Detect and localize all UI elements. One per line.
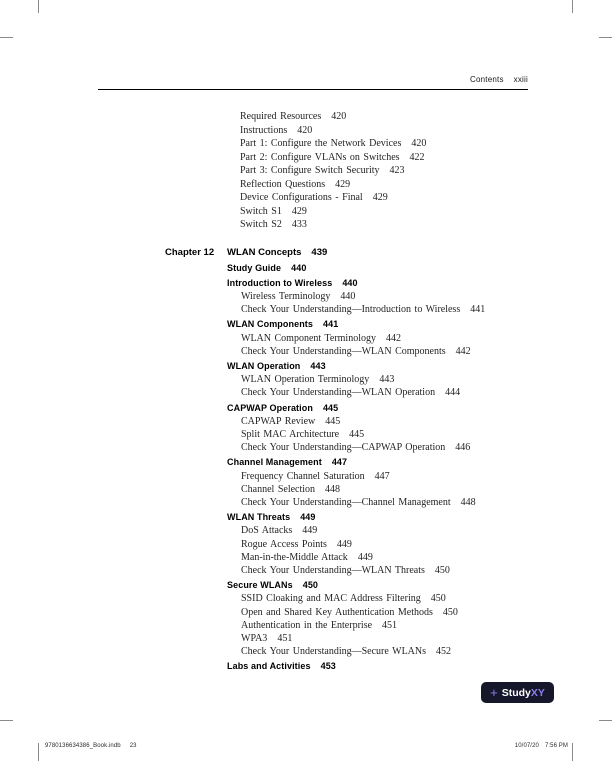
toc-entry-page: 451 (277, 632, 293, 644)
toc-entry (227, 632, 540, 645)
toc-entry-page: 451 (382, 619, 398, 631)
toc-entry (227, 428, 540, 441)
running-head-title: Contents (470, 75, 504, 84)
toc-entry-label: Switch S2 (240, 219, 282, 230)
toc-entry (227, 511, 540, 524)
chapter-entries (227, 262, 540, 674)
toc-entry (227, 415, 540, 428)
toc-entry-page: 449 (300, 512, 316, 523)
toc-entry-label: WLAN Components (227, 319, 313, 330)
toc-entry-label: Secure WLANs (227, 580, 293, 591)
toc-entry (240, 137, 540, 151)
toc-entry-page: 422 (409, 151, 425, 163)
toc-entry-label: Rogue Access Points (241, 538, 327, 550)
toc-entry-label: Part 2: Configure VLANs on Switches (240, 151, 400, 163)
toc-entry-page: 449 (357, 551, 373, 563)
plus-icon: + (490, 684, 498, 700)
toc-entry (227, 373, 540, 386)
toc-entry-page: 447 (374, 470, 390, 482)
toc-entry-page: 443 (310, 360, 326, 371)
toc-entry-page: 444 (445, 387, 461, 399)
toc-entry-page: 429 (335, 178, 351, 190)
toc-entry-label: Check Your Understanding—Secure WLANs (241, 646, 427, 658)
toc-entry (240, 164, 540, 178)
toc-entry-page: 420 (297, 124, 313, 136)
chapter-row (165, 245, 540, 260)
toc-entry-label: Part 3: Configure Switch Security (240, 165, 380, 176)
toc-entry-label: Channel Management (227, 457, 322, 468)
footer-time: 7:56 PM (544, 743, 568, 749)
toc-entry-label: Study Guide (227, 262, 282, 273)
toc-entry-label: Check Your Understanding—Introduction to Wireless (241, 304, 461, 316)
toc-entry (227, 645, 540, 658)
toc-entry (227, 402, 540, 415)
toc-entry-page: 449 (302, 525, 318, 537)
toc-entry (227, 386, 540, 399)
toc-entry-label: Introduction to Wireless (227, 277, 333, 288)
toc-entry-label: Check Your Understanding—Channel Management (241, 496, 451, 508)
studyxy-study-label: Study (501, 686, 531, 699)
toc-entry (227, 592, 540, 605)
studyxy-xy-label: XY (530, 686, 545, 699)
toc-entry-page: 445 (349, 428, 365, 440)
toc-entry-page: 420 (411, 138, 427, 149)
toc-entry-label: SSID Cloaking and MAC Address Filtering (241, 593, 421, 605)
toc-entry (227, 332, 540, 345)
running-head-page-number: xxiii (513, 75, 528, 84)
toc-entry (240, 124, 540, 138)
toc-entry (227, 277, 540, 290)
toc-entry (227, 483, 540, 496)
toc-entry-page: 450 (302, 580, 319, 591)
toc-entry-label: Open and Shared Key Authentication Methods (241, 606, 433, 618)
toc-entry-label: Reflection Questions (240, 178, 326, 190)
toc-entry-label: Switch S1 (240, 205, 282, 217)
header-rule (98, 89, 528, 90)
toc-entry-page: 448 (460, 496, 476, 508)
toc-entry-page: 433 (291, 219, 307, 230)
footer-filename (45, 743, 137, 749)
toc-entry (227, 551, 540, 564)
toc-entry (227, 538, 540, 551)
toc-entry-page: 442 (455, 345, 471, 357)
toc-entry-page: 445 (322, 402, 339, 413)
toc-entry-page: 442 (386, 332, 401, 344)
toc-entry (227, 303, 540, 316)
toc-entry-page: 450 (434, 564, 450, 576)
toc-entry-page: 420 (331, 111, 347, 122)
toc-entry-page: 440 (291, 262, 307, 273)
toc-entry-label: Check Your Understanding—WLAN Components (241, 345, 446, 357)
toc-entry-page: 443 (379, 374, 395, 386)
toc-entry (227, 496, 540, 509)
toc-entry (240, 110, 540, 124)
toc-entry-page: 452 (436, 646, 452, 658)
toc-entry (227, 441, 540, 454)
toc-entry-label: WLAN Operation (227, 360, 301, 371)
toc-entry-label: Authentication in the Enterprise (241, 619, 373, 631)
toc-entry-page: 440 (340, 290, 356, 302)
toc-entry (227, 470, 540, 483)
toc-entry (227, 606, 540, 619)
toc-entry (227, 564, 540, 577)
crop-mark-top-left-horizontal (0, 37, 13, 38)
toc-entry-page: 453 (320, 661, 336, 672)
studyxy-badge[interactable] (481, 682, 554, 703)
toc-entry (227, 345, 540, 358)
toc-entry-page: 449 (336, 538, 352, 550)
toc-entry-label: CAPWAP Review (241, 415, 316, 427)
toc-entry (240, 191, 540, 205)
toc-entry (227, 290, 540, 303)
toc-entry-page: 446 (455, 442, 471, 454)
toc-entry-label: WLAN Threats (227, 512, 291, 523)
chapter-label: Chapter 12 (165, 246, 215, 258)
toc-entry-page: 450 (442, 606, 458, 618)
toc-entry-page: 423 (389, 165, 405, 176)
crop-mark-top-right-horizontal (599, 37, 612, 38)
toc-entry-label: Required Resources (240, 111, 322, 122)
toc-entry-page: 448 (325, 483, 341, 495)
toc-entry (240, 218, 540, 232)
toc-entry-label: Man-in-the-Middle Attack (241, 551, 348, 563)
toc-entry (227, 524, 540, 537)
toc-entry-label: Check Your Understanding—WLAN Operation (241, 387, 436, 399)
toc-entry-page: 440 (342, 277, 358, 288)
toc-entry-page: 450 (430, 593, 446, 605)
table-of-contents (0, 110, 540, 674)
crop-mark-top-right-vertical (572, 0, 573, 13)
crop-mark-bottom-right-horizontal (599, 720, 612, 721)
toc-entry (240, 151, 540, 165)
footer-date: 10/07/20 (514, 743, 539, 749)
running-head (98, 75, 528, 84)
toc-entry-label: Split MAC Architecture (241, 428, 340, 440)
footer-file-label: 9780136634386_Book.indb (45, 743, 121, 749)
chapter-title: WLAN Concepts (227, 246, 302, 258)
toc-entry-label: CAPWAP Operation (227, 402, 313, 413)
toc-pre-chapter-block (240, 110, 540, 232)
toc-entry (227, 360, 540, 373)
chapter-page: 439 (311, 246, 328, 258)
toc-entry (227, 262, 540, 275)
toc-entry (227, 456, 540, 469)
toc-entry-page: 445 (325, 415, 341, 427)
toc-entry (227, 579, 540, 592)
toc-entry-page: 447 (331, 457, 348, 468)
toc-entry-page: 429 (291, 205, 307, 217)
toc-entry-label: WPA3 (241, 632, 268, 644)
crop-mark-bottom-left-vertical (38, 743, 39, 761)
toc-entry-label: Check Your Understanding—WLAN Threats (241, 564, 425, 576)
toc-entry-page: 441 (470, 304, 486, 316)
toc-entry-label: Labs and Activities (227, 661, 311, 672)
toc-entry-label: Channel Selection (241, 483, 316, 495)
toc-entry-page: 441 (323, 319, 339, 330)
toc-entry-label: Wireless Terminology (241, 290, 331, 302)
toc-entry-page: 429 (372, 192, 388, 203)
crop-mark-bottom-right-vertical (572, 743, 573, 761)
toc-entry-label: Part 1: Configure the Network Devices (240, 138, 402, 149)
toc-entry (240, 178, 540, 192)
toc-entry (227, 318, 540, 331)
toc-entry-label: Check Your Understanding—CAPWAP Operation (241, 442, 446, 454)
crop-mark-top-left-vertical (38, 0, 39, 13)
toc-entry-label: WLAN Component Terminology (241, 332, 376, 344)
toc-entry-label: WLAN Operation Terminology (241, 374, 370, 386)
toc-entry (240, 205, 540, 219)
toc-entry-label: Instructions (240, 124, 288, 136)
footer-file-page: 23 (129, 743, 137, 749)
toc-entry-label: Frequency Channel Saturation (241, 470, 365, 482)
crop-mark-bottom-left-horizontal (0, 720, 13, 721)
toc-entry (227, 660, 540, 673)
toc-entry-label: DoS Attacks (241, 525, 293, 537)
footer-datetime (515, 743, 568, 749)
toc-entry (227, 619, 540, 632)
toc-entry-label: Device Configurations - Final (240, 192, 363, 203)
